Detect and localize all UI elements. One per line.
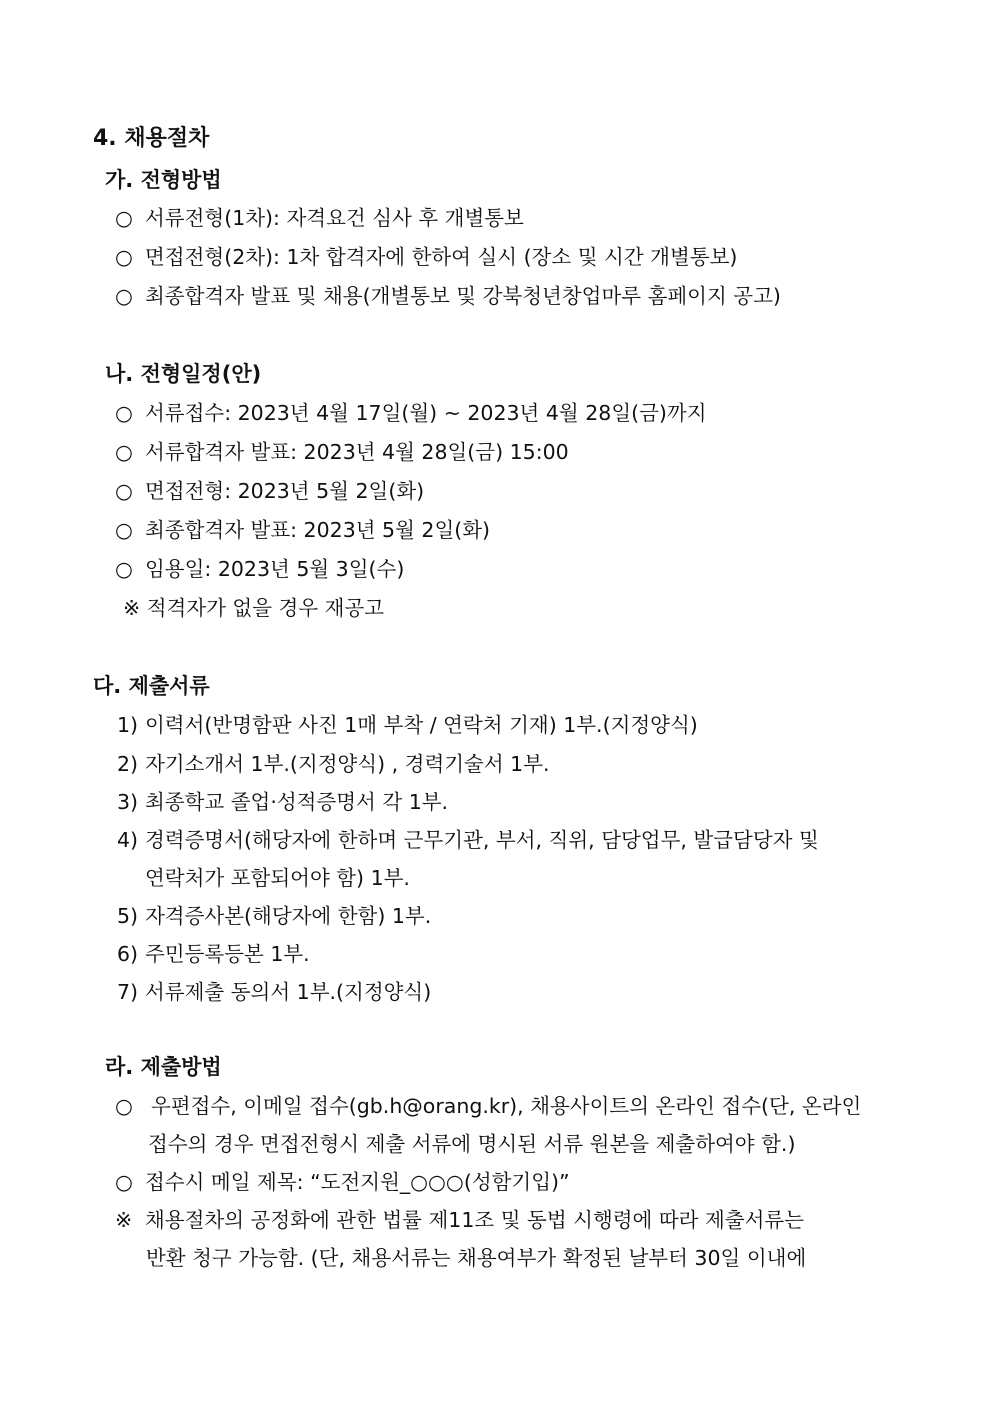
- list-item: ○ 면접전형: 2023년 5월 2일(화): [115, 479, 425, 503]
- list-item-continuation: 연락처가 포함되어야 함) 1부.: [145, 866, 410, 890]
- reference-mark: ※: [115, 1208, 133, 1232]
- list-item: ○ 임용일: 2023년 5월 3일(수): [115, 557, 405, 581]
- section-title: 4. 채용절차: [93, 126, 210, 151]
- subsection-title-na: 나. 전형일정(안): [105, 362, 262, 386]
- list-item: ○ 접수시 메일 제목: “도전지원_○○○(성함기입)”: [115, 1170, 570, 1194]
- list-item: 6) 주민등록등본 1부.: [117, 942, 310, 966]
- note-continuation: 반환 청구 가능함. (단, 채용서류는 채용여부가 확정된 날부터 30일 이내에: [146, 1246, 807, 1270]
- list-item: ○ 최종합격자 발표: 2023년 5월 2일(화): [115, 518, 491, 542]
- circle-bullet: ○: [115, 440, 133, 464]
- list-item: 4) 경력증명서(해당자에 한하며 근무기관, 부서, 직위, 담당업무, 발급담당자 및: [117, 828, 819, 852]
- circle-bullet: ○: [115, 1170, 133, 1194]
- subsection-title-ra: 라. 제출방법: [105, 1055, 222, 1079]
- circle-bullet: ○: [115, 518, 133, 542]
- circle-bullet: ○: [115, 284, 133, 308]
- list-item: ○ 서류합격자 발표: 2023년 4월 28일(금) 15:00: [115, 440, 569, 464]
- list-item: 1) 이력서(반명함판 사진 1매 부착 / 연락처 기재) 1부.(지정양식): [117, 713, 698, 737]
- list-item-continuation: 접수의 경우 면접전형시 제출 서류에 명시된 서류 원본을 제출하여야 함.): [148, 1132, 796, 1156]
- circle-bullet: ○: [115, 557, 133, 581]
- list-item: ○ 최종합격자 발표 및 채용(개별통보 및 강북청년창업마루 홈페이지 공고): [115, 284, 781, 308]
- circle-bullet: ○: [115, 1094, 133, 1118]
- list-item: 2) 자기소개서 1부.(지정양식) , 경력기술서 1부.: [117, 752, 550, 776]
- circle-bullet: ○: [115, 206, 133, 230]
- list-item: 5) 자격증사본(해당자에 한함) 1부.: [117, 904, 432, 928]
- subsection-title-da: 다. 제출서류: [93, 674, 210, 698]
- circle-bullet: ○: [115, 245, 133, 269]
- list-item: 3) 최종학교 졸업·성적증명서 각 1부.: [117, 790, 449, 814]
- list-item: 7) 서류제출 동의서 1부.(지정양식): [117, 980, 432, 1004]
- list-item: ○ 면접전형(2차): 1차 합격자에 한하여 실시 (장소 및 시간 개별통보): [115, 245, 738, 269]
- list-item: ○ 서류접수: 2023년 4월 17일(월) ~ 2023년 4월 28일(금)까지: [115, 401, 707, 425]
- circle-bullet: ○: [115, 401, 133, 425]
- note: ※ 채용절차의 공정화에 관한 법률 제11조 및 동법 시행령에 따라 제출서류는: [115, 1208, 805, 1232]
- list-item: ○ 서류전형(1차): 자격요건 심사 후 개별통보: [115, 206, 524, 230]
- note: ※ 적격자가 없을 경우 재공고: [123, 596, 385, 620]
- subsection-title-ga: 가. 전형방법: [105, 168, 222, 192]
- list-item: ○ 우편접수, 이메일 접수(gb.h@orang.kr), 채용사이트의 온라인 접수(단, 온라인: [115, 1094, 862, 1118]
- circle-bullet: ○: [115, 479, 133, 503]
